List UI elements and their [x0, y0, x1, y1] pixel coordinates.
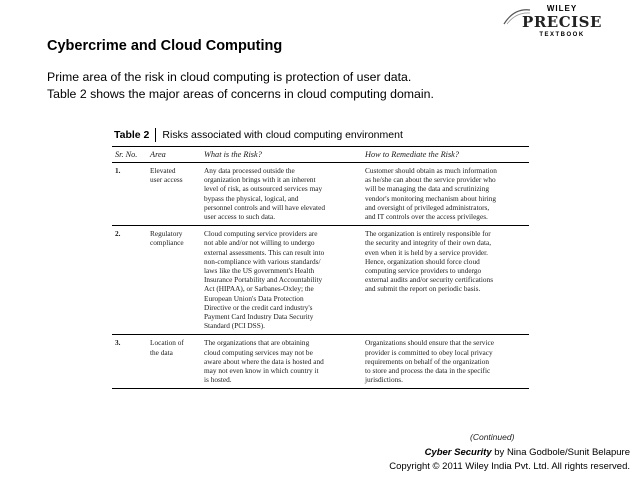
row-area: Elevated user access: [150, 166, 183, 185]
row-remedy: Customer should obtain as much information as he/she can about the service provider who will be managing the data and scrutinizing vendor's monitoring mechanism about hiring and oversight of privileged administrators, and IT controls over the access privileges.: [365, 166, 497, 222]
row-remedy: Organizations should ensure that the service provider is committed to obey local privacy requirements on behalf of the organization to store and process the data in the specific jurisdictions.: [365, 338, 494, 385]
footer-citation: [425, 447, 630, 458]
table-caption-text: Risks associated with cloud computing environment: [162, 129, 403, 141]
table-row: [112, 163, 529, 225]
table-caption: [114, 128, 403, 142]
continued-note: (Continued): [470, 432, 515, 442]
row-remedy: The organization is entirely responsible for the security and integrity of their own data, even when it is held by a service provider. Hence, organization should force cloud computing service providers to undergo external audits and/or security certifications and submit the report on periodic basis.: [365, 229, 494, 294]
header-remedy: How to Remediate the Risk?: [365, 150, 460, 159]
row-number: 2.: [115, 229, 121, 239]
footer-book-title: Cyber Security: [424, 447, 492, 458]
row-number: 1.: [115, 166, 121, 175]
slide-title: Cybercrime and Cloud Computing: [47, 38, 283, 54]
table-row: [112, 335, 529, 388]
header-sr-no: Sr. No.: [115, 150, 138, 159]
intro-line: Prime area of the risk in cloud computing is protection of user data.: [47, 70, 412, 84]
header-area: Area: [150, 150, 166, 159]
logo-brand: WILEY: [546, 4, 578, 13]
header-risk: What is the Risk?: [204, 150, 262, 159]
risk-table: [112, 146, 529, 389]
logo-name: PRECISE: [522, 13, 602, 31]
caption-divider: [155, 128, 156, 142]
row-risk: Any data processed outside the organization brings with it an inherent level of risk, as outsourced services may bypass the physical, logical, and personnel controls and will have elevated user access to such data.: [204, 166, 325, 222]
wiley-precise-logo: [502, 4, 622, 44]
logo-subtitle: TEXTBOOK: [539, 32, 585, 38]
intro-text: [47, 69, 434, 103]
row-area: Regulatory compliance: [150, 229, 184, 248]
row-area: Location of the data: [150, 338, 184, 357]
table-header-row: [112, 147, 529, 162]
table-label: Table 2: [114, 129, 150, 141]
intro-line: Table 2 shows the major areas of concerns in cloud computing domain.: [47, 87, 434, 101]
row-number: 3.: [115, 338, 121, 348]
row-risk: Cloud computing service providers are not able and/or not willing to undergo external assessments. This can result into non-compliance with various standards/ laws like the US government's Health Insurance Portability and Accountability Act (HIPAA), or Sarbanes-Oxley; the European Union's Data Protection Directive or the credit card industry's Payment Card Industry Data Security Standard (PCI DSS).: [204, 229, 325, 331]
row-risk: The organizations that are obtaining cloud computing services may not be aware about where the data is hosted and may not even know in which country it is hosted.: [204, 338, 324, 385]
footer-copyright: Copyright © 2011 Wiley India Pvt. Ltd. All rights reserved.: [389, 461, 630, 472]
table-row: [112, 226, 529, 334]
footer-authors: by Nina Godbole/Sunit Belapure: [494, 447, 630, 458]
